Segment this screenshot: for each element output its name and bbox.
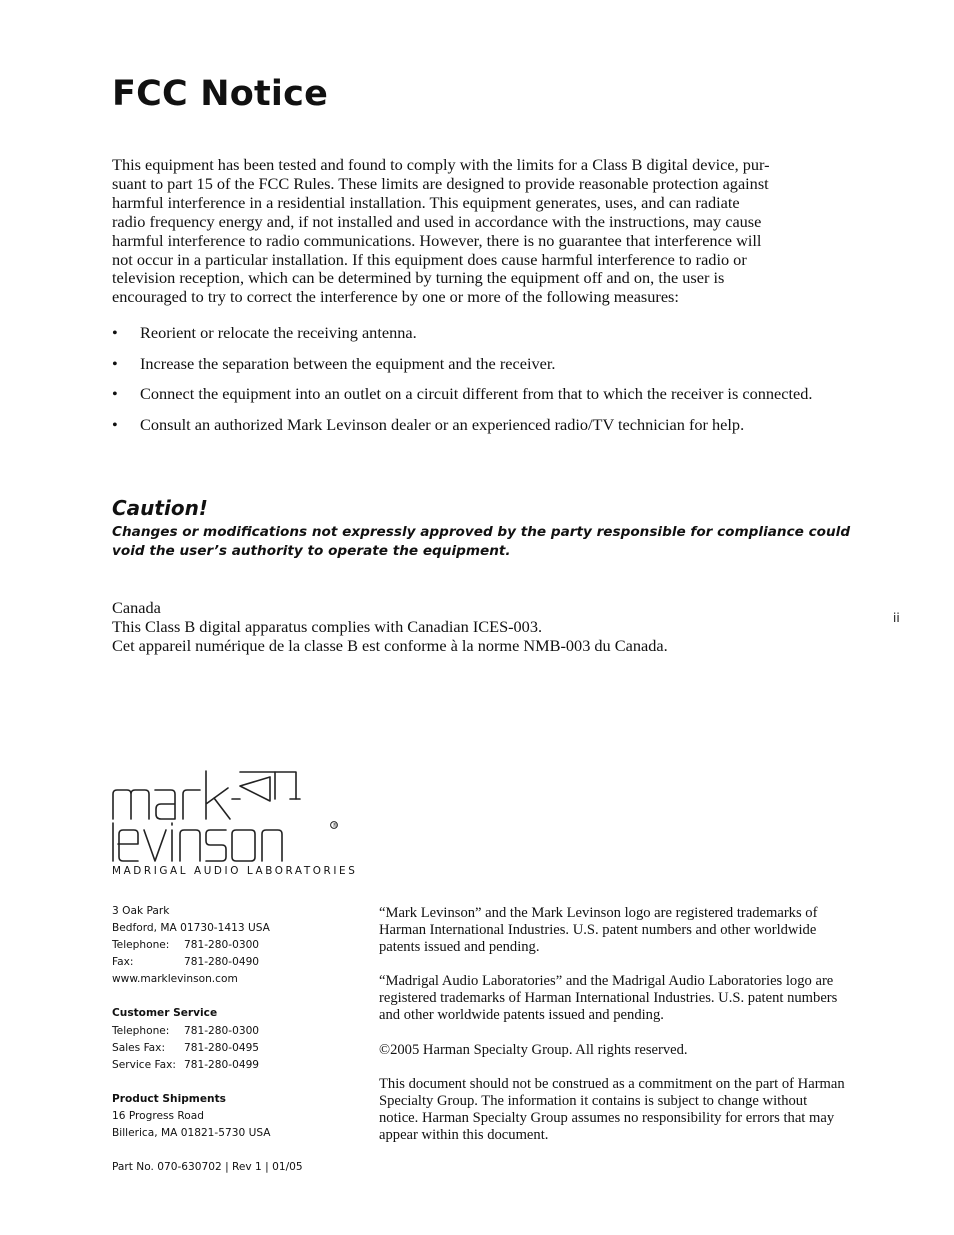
canada-line-english: This Class B digital apparatus complies with Canadian ICES-003.	[112, 617, 543, 636]
spacer	[112, 1074, 372, 1091]
spacer	[112, 1142, 372, 1159]
address-line: Bedford, MA 01730-1413 USA	[112, 922, 270, 935]
measures-list	[112, 323, 847, 445]
disclaimer-notice: This document should not be construed as a commitment on the part of Harman Specialty Group. The information it contains is subject to change without notice. Harman Specialty Group assumes no responsibility for errors that may appear within this document.	[379, 1075, 845, 1143]
telephone-row	[112, 937, 372, 954]
service-fax-label: Service Fax:	[112, 1058, 176, 1071]
trademark-notice: “Madrigal Audio Laboratories” and the Madrigal Audio Laboratories logo are registered trademarks of Harman International Industries. U.S. patent numbers and other worldwide patents issued and pending.	[379, 973, 838, 1024]
intro-line: encouraged to try to correct the interference by one or more of the following measures:	[112, 287, 679, 307]
list-item	[112, 354, 847, 373]
shipments-address-line: Billerica, MA 01821-5730 USA	[112, 1127, 271, 1140]
cs-telephone-label: Telephone:	[112, 1024, 170, 1037]
intro-line: harmful interference to radio communications. However, there is no guarantee that interference will	[112, 230, 762, 250]
sales-fax-row	[112, 1040, 372, 1057]
canada-line-french: Cet appareil numérique de la classe B est conforme à la norme NMB-003 du Canada.	[112, 636, 668, 655]
copyright-notice: ©2005 Harman Specialty Group. All rights reserved.	[379, 1041, 688, 1058]
bullet-icon: •	[112, 384, 118, 403]
mark-levinson-logo	[110, 768, 345, 863]
customer-service-heading: Customer Service	[112, 1007, 218, 1020]
fax-row	[112, 954, 372, 971]
canada-heading: Canada	[112, 598, 161, 617]
registered-mark: ®	[332, 823, 338, 830]
part-number: Part No. 070-630702 | Rev 1 | 01/05	[112, 1161, 303, 1174]
telephone-value: 781-280-0300	[184, 939, 260, 952]
fax-label: Fax:	[112, 956, 134, 969]
bullet-icon: •	[112, 414, 118, 434]
page-title: FCC Notice	[112, 74, 329, 114]
canada-notice	[112, 598, 852, 655]
spacer	[112, 988, 372, 1005]
list-item	[112, 384, 847, 403]
cs-telephone-row	[112, 1023, 372, 1040]
website: www.marklevinson.com	[112, 973, 238, 986]
service-fax-value: 781-280-0499	[184, 1058, 260, 1071]
list-item-text: Increase the separation between the equipment and the receiver.	[140, 353, 556, 373]
shipments-address-line: 16 Progress Road	[112, 1109, 205, 1122]
legal-notices	[379, 905, 849, 1161]
sales-fax-label: Sales Fax:	[112, 1041, 166, 1054]
address-line: 3 Oak Park	[112, 905, 170, 917]
intro-line: harmful interference in a residential installation. This equipment generates, uses, and can radiate	[112, 192, 740, 212]
list-item	[112, 415, 847, 434]
service-fax-row	[112, 1057, 372, 1074]
product-shipments-heading: Product Shipments	[112, 1092, 226, 1105]
list-item-text: Consult an authorized Mark Levinson dealer or an experienced radio/TV technician for help.	[140, 414, 745, 434]
contact-info	[112, 903, 372, 1176]
list-item-text: Connect the equipment into an outlet on a circuit different from that to which the receiver is connected.	[140, 384, 813, 403]
cs-telephone-value: 781-280-0300	[184, 1024, 260, 1037]
caution-heading: Caution!	[112, 496, 208, 520]
trademark-notice: “Mark Levinson” and the Mark Levinson logo are registered trademarks of Harman International Industries. U.S. patent numbers and other worldwide patents issued and pending.	[379, 905, 818, 956]
page-number: ii	[893, 611, 900, 625]
list-item-text: Reorient or relocate the receiving antenna.	[140, 323, 417, 342]
intro-line: suant to part 15 of the FCC Rules. These limits are designed to provide reasonable protection against	[112, 173, 769, 193]
sales-fax-value: 781-280-0495	[184, 1041, 260, 1054]
intro-line: not occur in a particular installation. If this equipment does cause harmful interference to radio or	[112, 249, 747, 269]
bullet-icon: •	[112, 353, 118, 373]
telephone-label: Telephone:	[112, 939, 170, 952]
intro-line: television reception, which can be determined by turning the equipment off and on, the user is	[112, 268, 725, 288]
fcc-intro-paragraph	[112, 156, 847, 307]
fax-value: 781-280-0490	[184, 956, 260, 969]
bullet-icon: •	[112, 323, 118, 342]
list-item	[112, 323, 847, 342]
intro-line: radio frequency energy and, if not installed and used in accordance with the instructions, may cause	[112, 211, 762, 231]
caution-text: Changes or modifications not expressly approved by the party responsible for compliance could void the user’s authority to operate the equipment.	[112, 524, 851, 559]
intro-line: This equipment has been tested and found to comply with the limits for a Class B digital device, pur-	[112, 155, 770, 174]
logo-subtitle: MADRIGAL AUDIO LABORATORIES	[112, 865, 358, 877]
